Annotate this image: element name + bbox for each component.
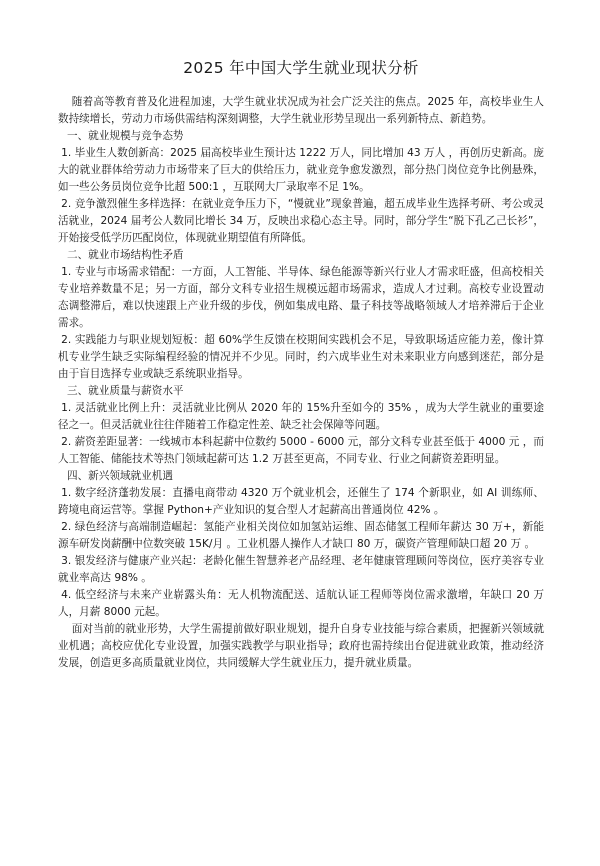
section-heading: 三、就业质量与薪资水平 (67, 385, 184, 397)
section-heading: 一、就业规模与竞争态势 (67, 130, 184, 142)
section-item: 2. 薪资差距显著：一线城市本科起薪中位数约 5000 - 6000 元，部分文科专业甚至低于 4000 元 ，而人工智能、储能技术等热门领域起薪可达 1.2 万甚至更高，不同专业、行业之间薪资差距明显。 (58, 436, 544, 465)
section-heading: 二、就业市场结构性矛盾 (67, 249, 184, 261)
section-item: 1. 灵活就业比例上升：灵活就业比例从 2020 年的 15%升至如今的 35% ，成为大学生就业的重要途径之一。但灵活就业往往伴随着工作稳定性差、缺乏社会保障等问题。 (58, 402, 544, 431)
section-item: 1. 专业与市场需求错配：一方面，人工智能、半导体、绿色能源等新兴行业人才需求旺盛，但高校相关专业培养数量不足；另一方面，部分文科专业招生规模远超市场需求，造成人才过剩。高校专业设置动态调整滞后，难以快速跟上产业升级的步伐，例如集成电路、量子科技等战略领域人才培养滞后于企业需求。 (58, 266, 544, 329)
conclusion-paragraph: 面对当前的就业形势，大学生需提前做好职业规划，提升自身专业技能与综合素质，把握新兴领域就业机遇；高校应优化专业设置，加强实践教学与职业指导；政府也需持续出台促进就业政策，推动经济发展，创造更多高质量就业岗位，共同缓解大学生就业压力，提升就业质量。 (58, 623, 544, 669)
section-item: 2. 绿色经济与高端制造崛起：氢能产业相关岗位如加氢站运维、固态储氢工程师年薪达 30 万+，新能源车研发岗薪酬中位数突破 15K/月 。工业机器人操作人才缺口 80 万，碳资产管理师缺口超 20 万 。 (58, 521, 544, 550)
section-item: 4. 低空经济与未来产业崭露头角：无人机物流配送、适航认证工程师等岗位需求激增，年缺口 20 万人，月薪 8000 元起。 (58, 589, 544, 618)
section-item: 2. 实践能力与职业规划短板：超 60%学生反馈在校期间实践机会不足，导致职场适应能力差，像计算机专业学生缺乏实际编程经验的情况并不少见。同时，约六成毕业生对未来职业方向感到迷茫，部分是由于盲目选择专业或缺乏系统职业指导。 (58, 334, 544, 380)
intro-paragraph: 随着高等教育普及化进程加速，大学生就业状况成为社会广泛关注的焦点。2025 年，高校毕业生人数持续增长，劳动力市场供需结构深刻调整，大学生就业形势呈现出一系列新特点、新趋势。 (58, 96, 544, 125)
section-heading: 四、新兴领域就业机遇 (67, 470, 173, 482)
section-item: 1. 毕业生人数创新高：2025 届高校毕业生预计达 1222 万人，同比增加 43 万人 ，再创历史新高。庞大的就业群体给劳动力市场带来了巨大的供给压力，就业竞争愈发激烈，部分热门岗位竞争比例悬殊，如一些公务员岗位竞争比超 500:1 ，互联网大厂录取率不足 1%。 (58, 147, 544, 193)
section-item: 3. 银发经济与健康产业兴起：老龄化催生智慧养老产品经理、老年健康管理顾问等岗位，医疗美容专业就业率高达 98% 。 (58, 555, 544, 584)
document-title: 2025 年中国大学生就业现状分析 (183, 59, 419, 77)
section-item: 2. 竞争激烈催生多样选择：在就业竞争压力下，“慢就业”现象普遍，超五成毕业生选择考研、考公或灵活就业，2024 届考公人数同比增长 34 万，反映出求稳心态主导。同时，部分学生“脱下孔乙己长衫”，开始接受低学历匹配岗位，体现就业期望值有所降低。 (58, 198, 544, 244)
section-item: 1. 数字经济蓬勃发展：直播电商带动 4320 万个就业机会，还催生了 174 个新职业，如 AI 训练师、跨境电商运营等。掌握 Python+产业知识的复合型人才起薪高出普通岗位 42% 。 (58, 487, 544, 516)
